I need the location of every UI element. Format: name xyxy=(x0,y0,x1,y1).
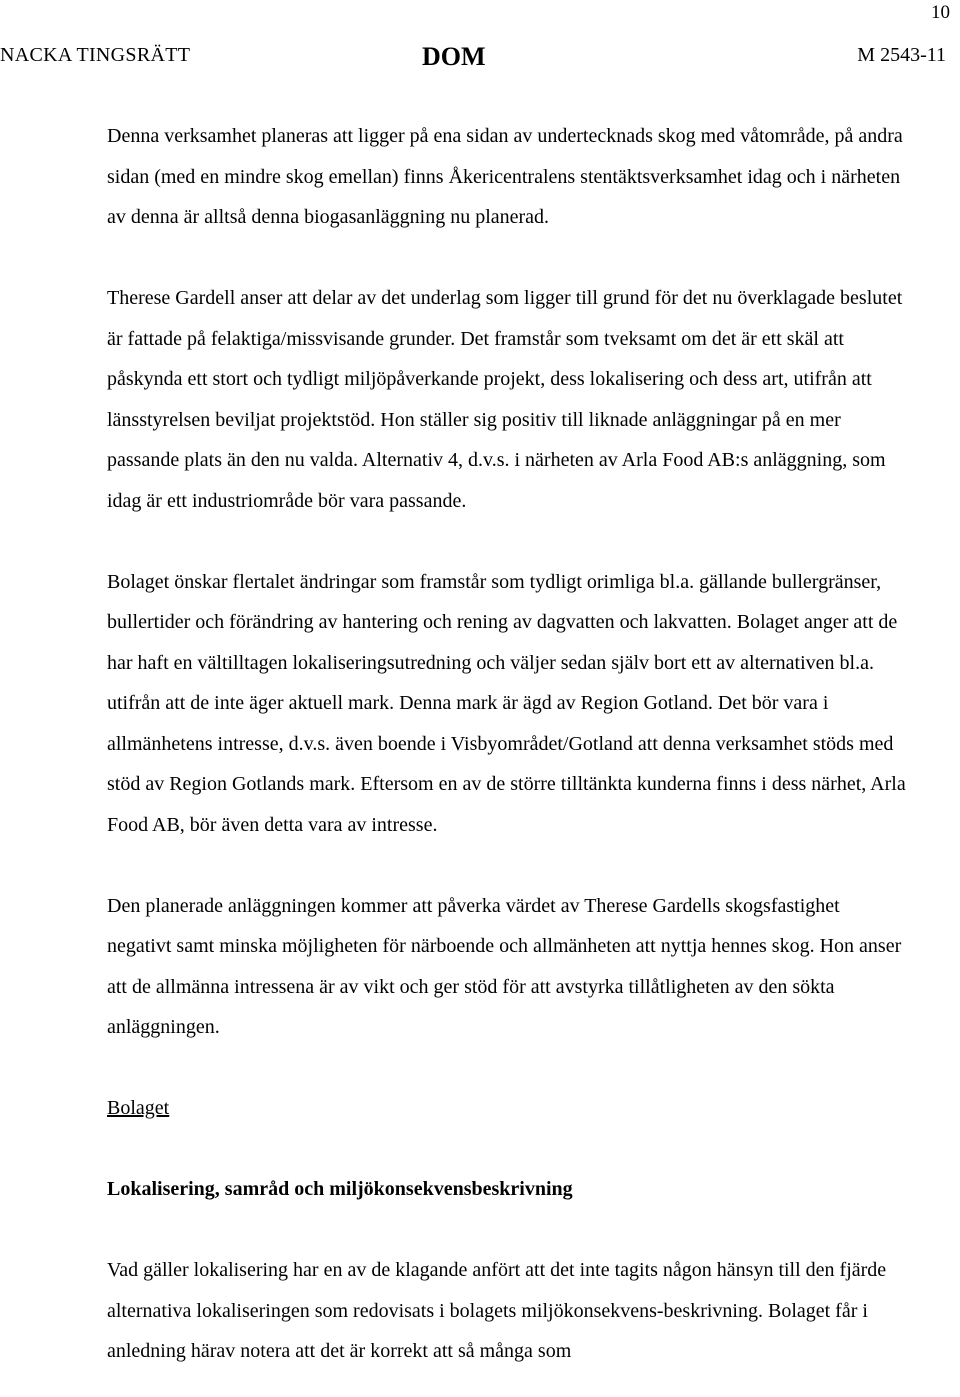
page-number: 10 xyxy=(931,2,950,23)
court-name: NACKA TINGSRÄTT xyxy=(0,44,191,66)
document-type: DOM xyxy=(422,42,486,71)
document-header xyxy=(0,42,960,72)
paragraph-4: Den planerade anläggningen kommer att påverka värdet av Therese Gardells skogsfastighet negativt samt minska möjligheten för närboende och allmänheten att nyttja hennes skog. Hon anser att de allmänna intressena är av vikt och ger stöd för att avstyrka tillåtligheten av den sökta anläggningen. xyxy=(107,894,902,1038)
paragraph-2: Therese Gardell anser att delar av det underlag som ligger till grund för det nu överklagade beslutet är fattade på felaktiga/missvisande grunder. Det framstår som tveksamt om det är ett skäl att påskynda ett stort och tydligt miljöpåverkande projekt, dess lokalisering och dess art, utifrån att länsstyrelsen beviljat projektstöd. Hon ställer sig positiv till liknade anläggningar på en mer passande plats än den nu valda. Alternativ 4, d.v.s. i närheten av Arla Food AB:s anläggning, som idag är ett industriområde bör vara passande. xyxy=(107,287,903,512)
paragraph-3: Bolaget önskar flertalet ändringar som framstår som tydligt orimliga bl.a. gällande bullergränser, bullertider och förändring av hantering och rening av dagvatten och lakvatten. Bolaget anger att de har haft en vältilltagen lokaliseringsutredning och väljer sedan själv bort ett av alternativen bl.a. utifrån att de inte äger aktuell mark. Denna mark är ägd av Region Gotland. Det bör vara i allmänhetens intresse, d.v.s. även boende i Visbyområdet/Gotland att denna verksamhet stöds med stöd av Region Gotlands mark. Eftersom en av de större tilltänkta kunderna finns i dess närhet, Arla Food AB, bör även detta vara av intresse. xyxy=(107,570,906,836)
paragraph-5: Vad gäller lokalisering har en av de klagande anfört att det inte tagits någon hänsyn till den fjärde alternativa lokaliseringen som redovisats i bolagets miljökonsekvens-beskrivning. Bolaget får i anledning härav notera att det är korrekt att så många som xyxy=(107,1259,887,1362)
document-body xyxy=(107,116,907,1372)
section-heading: Lokalisering, samråd och miljökonsekvensbeskrivning xyxy=(107,1178,573,1200)
case-number: M 2543-11 xyxy=(857,44,946,66)
paragraph-1: Denna verksamhet planeras att ligger på ena sidan av undertecknads skog med våtområde, på andra sidan (med en mindre skog emellan) finns Åkericentralens stentäktsverksamhet idag och i närheten av denna är alltså denna biogasanläggning nu planerad. xyxy=(107,125,903,228)
section-label: Bolaget xyxy=(107,1097,170,1119)
